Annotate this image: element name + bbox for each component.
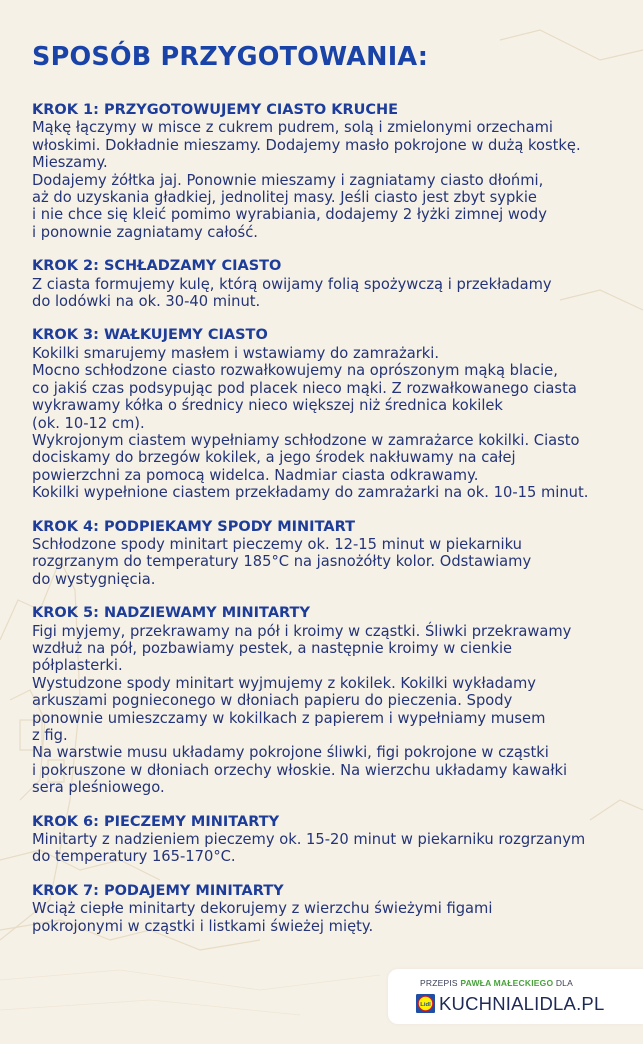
- page-title: SPOSÓB PRZYGOTOWANIA:: [32, 42, 429, 72]
- step-text-line: sera pleśniowego.: [32, 779, 165, 797]
- step-text-line: ponownie umieszczamy w kokilkach z papierem i wypełniamy musem: [32, 709, 546, 727]
- step-text-line: Schłodzone spody minitart pieczemy ok. 12-15 minut w piekarniku: [32, 535, 522, 553]
- credit-prefix: PRZEPIS: [420, 978, 461, 988]
- step-4: [32, 519, 622, 589]
- step-text-line: (ok. 10-12 cm).: [32, 414, 145, 432]
- step-5: [32, 605, 622, 796]
- logo-text: Lidl: [420, 1001, 431, 1008]
- step-text-line: z fig.: [32, 727, 68, 744]
- lidl-logo-icon: [416, 994, 435, 1013]
- step-text-line: Dodajemy żółtka jaj. Ponownie mieszamy i zagniatamy ciasto dłońmi,: [32, 171, 544, 189]
- step-text-line: półplasterki.: [32, 657, 123, 675]
- step-text-line: Wykrojonym ciastem wypełniamy schłodzone w zamrażarce kokilki. Ciasto: [32, 431, 580, 449]
- step-text-line: do temperatury 165-170°C.: [32, 848, 236, 866]
- step-text-line: i pokruszone w dłoniach orzechy włoskie. Na wierzchu układamy kawałki: [32, 761, 568, 779]
- credit-suffix: DLA: [553, 978, 573, 988]
- credit-box[interactable]: [388, 969, 643, 1024]
- step-text-line: Mieszamy.: [32, 154, 108, 172]
- step-text-line: dociskamy do brzegów kokilek, a jego środek nakłuwamy na całej: [32, 449, 516, 467]
- step-heading: KROK 2: SCHŁADZAMY CIASTO: [32, 258, 282, 275]
- step-text-line: Figi myjemy, przekrawamy na pół i kroimy w cząstki. Śliwki przekrawamy: [32, 622, 572, 640]
- step-6: [32, 814, 622, 866]
- step-7: [32, 883, 622, 935]
- step-text-line: do lodówki na ok. 30-40 minut.: [32, 293, 261, 311]
- site-link[interactable]: KUCHNIALIDLA.PL: [439, 993, 605, 1014]
- step-text-line: Kokilki smarujemy masłem i wstawiamy do zamrażarki.: [32, 344, 440, 362]
- step-text-line: Z ciasta formujemy kulę, którą owijamy folią spożywczą i przekładamy: [32, 275, 552, 293]
- step-text-line: Mąkę łączymy w misce z cukrem pudrem, solą i zmielonymi orzechami: [32, 119, 553, 137]
- step-heading: KROK 6: PIECZEMY MINITARTY: [32, 813, 280, 830]
- step-text-line: do wystygnięcia.: [32, 570, 156, 588]
- step-heading: KROK 3: WAŁKUJEMY CIASTO: [32, 327, 268, 344]
- step-text-line: Wciąż ciepłe minitarty dekorujemy z wierzchu świeżymi figami: [32, 900, 493, 918]
- step-text-line: Minitarty z nadzieniem pieczemy ok. 15-20 minut w piekarniku rozgrzanym: [32, 831, 586, 849]
- step-2: [32, 258, 622, 310]
- step-text-line: aż do uzyskania gładkiej, jednolitej masy. Jeśli ciasto jest zbyt sypkie: [32, 189, 537, 207]
- step-text-line: Na warstwie musu układamy pokrojone śliwki, figi pokrojone w cząstki: [32, 744, 549, 762]
- step-text-line: Kokilki wypełnione ciastem przekładamy do zamrażarki na ok. 10-15 minut.: [32, 484, 589, 502]
- step-heading: KROK 1: PRZYGOTOWUJEMY CIASTO KRUCHE: [32, 102, 399, 118]
- step-text-line: Mocno schłodzone ciasto rozwałkowujemy na oprószonym mąką blacie,: [32, 362, 558, 380]
- step-text-line: wykrawamy kółka o średnicy nieco większej niż średnica kokilek: [32, 397, 503, 415]
- step-3: [32, 327, 622, 501]
- step-text-line: powierzchni za pomocą widelca. Nadmiar ciasta odkrawamy.: [32, 466, 479, 484]
- step-heading: KROK 5: NADZIEWAMY MINITARTY: [32, 605, 310, 622]
- step-text-line: i nie chce się kleić pomimo wyrabiania, dodajemy 2 łyżki zimnej wody: [32, 206, 547, 224]
- recipe-credit: [420, 978, 573, 988]
- step-text-line: wzdłuż na pół, pozbawiamy pestek, a następnie kroimy w cienkie: [32, 639, 513, 657]
- step-text-line: rozgrzanym do temperatury 185°C na jasnożółty kolor. Odstawiamy: [32, 553, 532, 571]
- steps-list: [32, 102, 622, 952]
- step-heading: KROK 4: PODPIEKAMY SPODY MINITART: [32, 518, 355, 535]
- step-text-line: co jakiś czas podsypując pod placek nieco mąki. Z rozwałkowanego ciasta: [32, 379, 577, 397]
- credit-author: PAWŁA MAŁECKIEGO: [460, 978, 554, 988]
- step-text-line: Wystudzone spody minitart wyjmujemy z kokilek. Kokilki wykładamy: [32, 674, 536, 692]
- step-text-line: i ponownie zagniatamy całość.: [32, 223, 258, 241]
- step-text-line: pokrojonymi w cząstki i listkami świeżej mięty.: [32, 917, 374, 935]
- step-1: [32, 102, 622, 241]
- step-text-line: arkuszami pognieconego w dłoniach papieru do pieczenia. Spody: [32, 692, 513, 710]
- step-text-line: włoskimi. Dokładnie mieszamy. Dodajemy masło pokrojone w dużą kostkę.: [32, 136, 581, 154]
- step-heading: KROK 7: PODAJEMY MINITARTY: [32, 882, 284, 899]
